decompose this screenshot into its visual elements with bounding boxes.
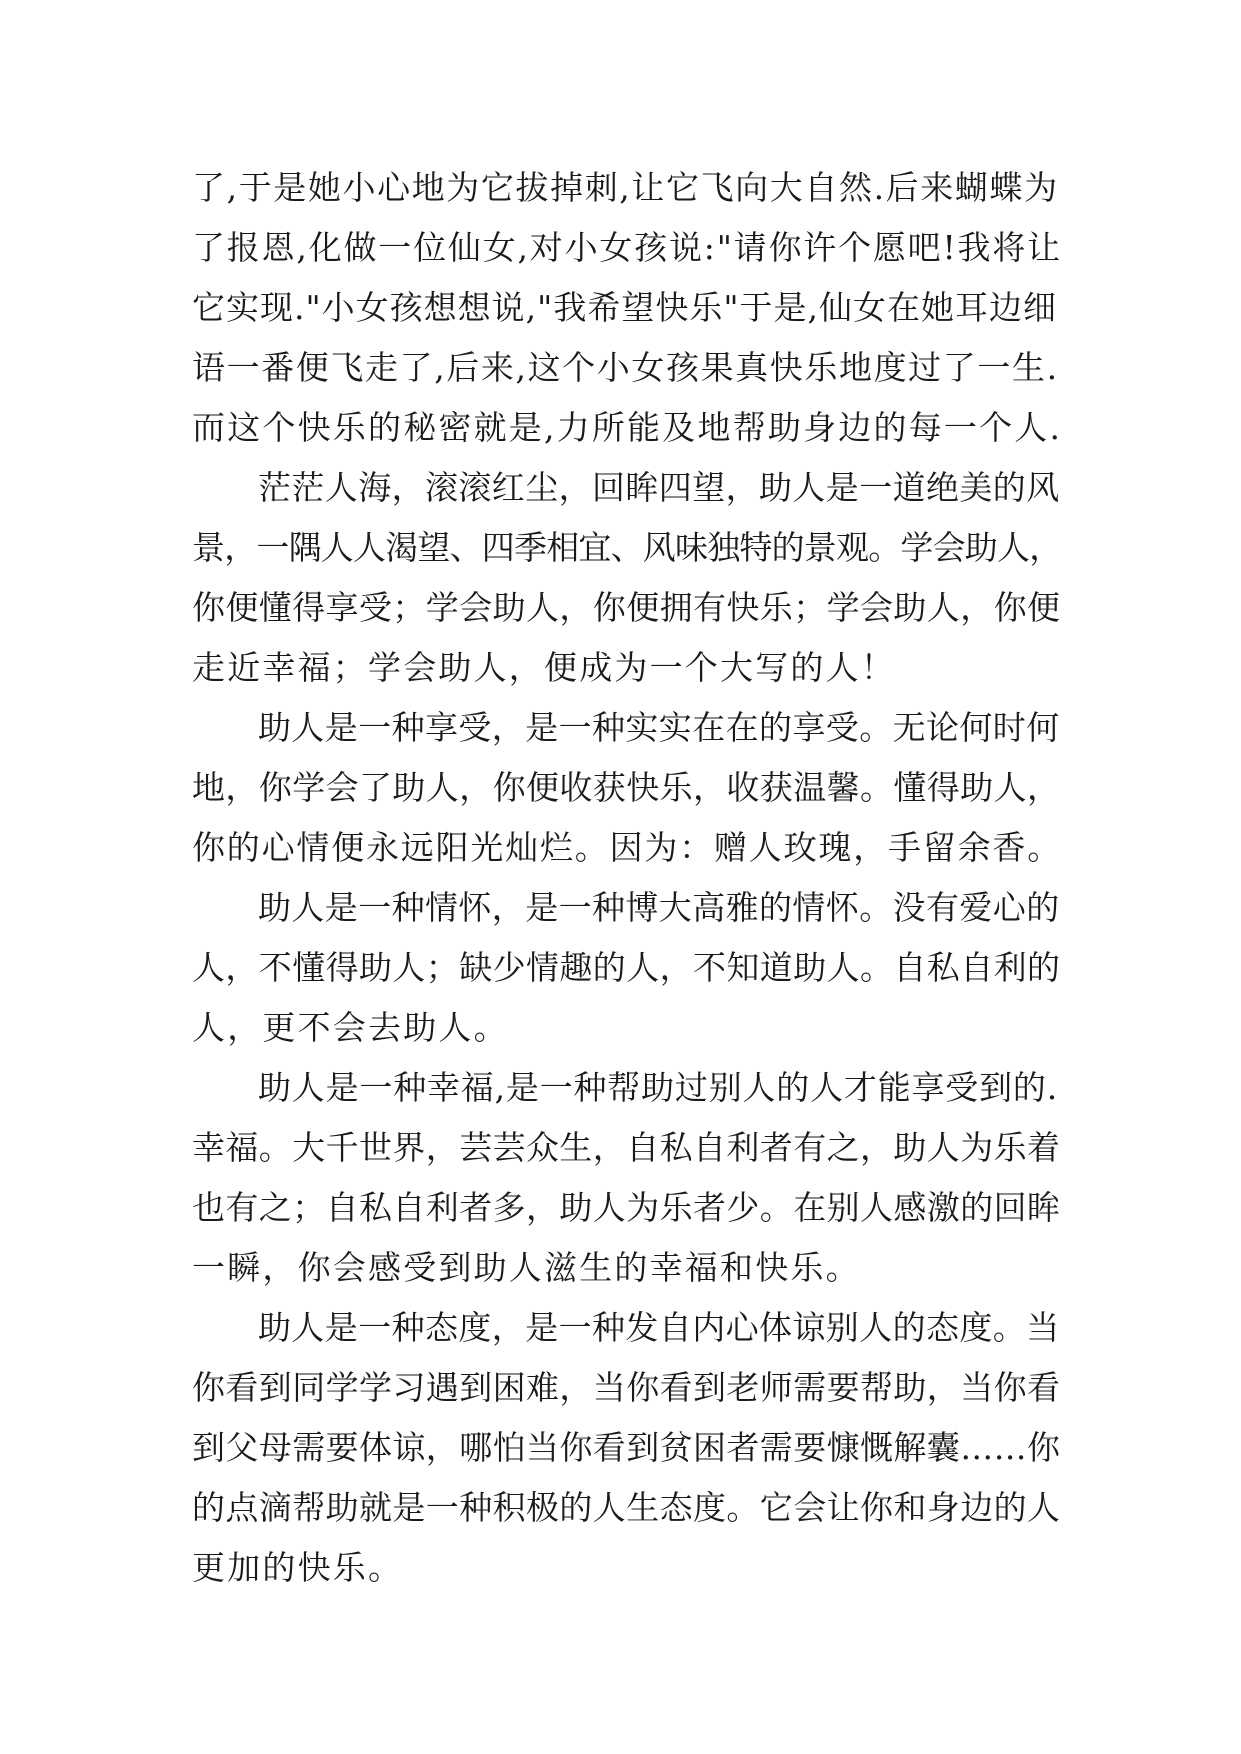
text-line: 到父母需要体谅，哪怕当你看到贫困者需要慷慨解囊……你 <box>192 1428 1061 1467</box>
text-line: 更加的快乐。 <box>192 1548 404 1587</box>
text-line: 你看到同学学习遇到困难，当你看到老师需要帮助，当你看 <box>192 1368 1061 1407</box>
text-line: 景，一隅人人渴望、四季相宜、风味独特的景观。学会助人， <box>192 528 1062 567</box>
paragraph-1 <box>192 158 1062 458</box>
text-line: 幸福。大千世界，芸芸众生，自私自利者有之，助人为乐着 <box>192 1128 1061 1167</box>
document-body <box>192 158 1062 1598</box>
paragraph-5 <box>192 1058 1062 1298</box>
text-line: 人，更不会去助人。 <box>192 1008 509 1047</box>
text-line: 而这个快乐的秘密就是,力所能及地帮助身边的每一个人. <box>192 408 1063 447</box>
text-line: 的点滴帮助就是一种积极的人生态度。它会让你和身边的人 <box>192 1488 1061 1527</box>
paragraph-2 <box>192 458 1062 698</box>
text-line: 你便懂得享受；学会助人，你便拥有快乐；学会助人，你便 <box>192 588 1061 627</box>
text-line: 你的心情便永远阳光灿烂。因为：赠人玫瑰，手留余香。 <box>192 828 1062 867</box>
text-line-first: 助人是一种情怀，是一种博大高雅的情怀。没有爱心的 <box>258 888 1060 927</box>
text-line: 地，你学会了助人，你便收获快乐，收获温馨。懂得助人， <box>192 768 1061 807</box>
text-line: 了,于是她小心地为它拔掉刺,让它飞向大自然.后来蝴蝶为 <box>192 168 1059 207</box>
paragraph-4 <box>192 878 1062 1058</box>
text-line: 了报恩,化做一位仙女,对小女孩说:"请你许个愿吧!我将让 <box>192 228 1062 267</box>
paragraph-3 <box>192 698 1062 878</box>
text-line: 人，不懂得助人；缺少情趣的人，不知道助人。自私自利的 <box>192 948 1061 987</box>
text-line: 也有之；自私自利者多，助人为乐者少。在别人感激的回眸 <box>192 1188 1061 1227</box>
text-line-first: 助人是一种态度，是一种发自内心体谅别人的态度。当 <box>258 1308 1060 1347</box>
text-line: 走近幸福；学会助人，便成为一个大写的人！ <box>192 648 896 687</box>
text-line-first: 茫茫人海，滚滚红尘，回眸四望，助人是一道绝美的风 <box>258 468 1060 507</box>
paragraph-6 <box>192 1298 1062 1598</box>
text-line-first: 助人是一种享受，是一种实实在在的享受。无论何时何 <box>258 708 1060 747</box>
text-line: 一瞬，你会感受到助人滋生的幸福和快乐。 <box>192 1248 861 1287</box>
text-line-first: 助人是一种幸福,是一种帮助过别人的人才能享受到的. <box>258 1068 1058 1107</box>
text-line: 它实现."小女孩想想说,"我希望快乐"于是,仙女在她耳边细 <box>192 288 1058 327</box>
text-line: 语一番便飞走了,后来,这个小女孩果真快乐地度过了一生. <box>192 348 1059 387</box>
